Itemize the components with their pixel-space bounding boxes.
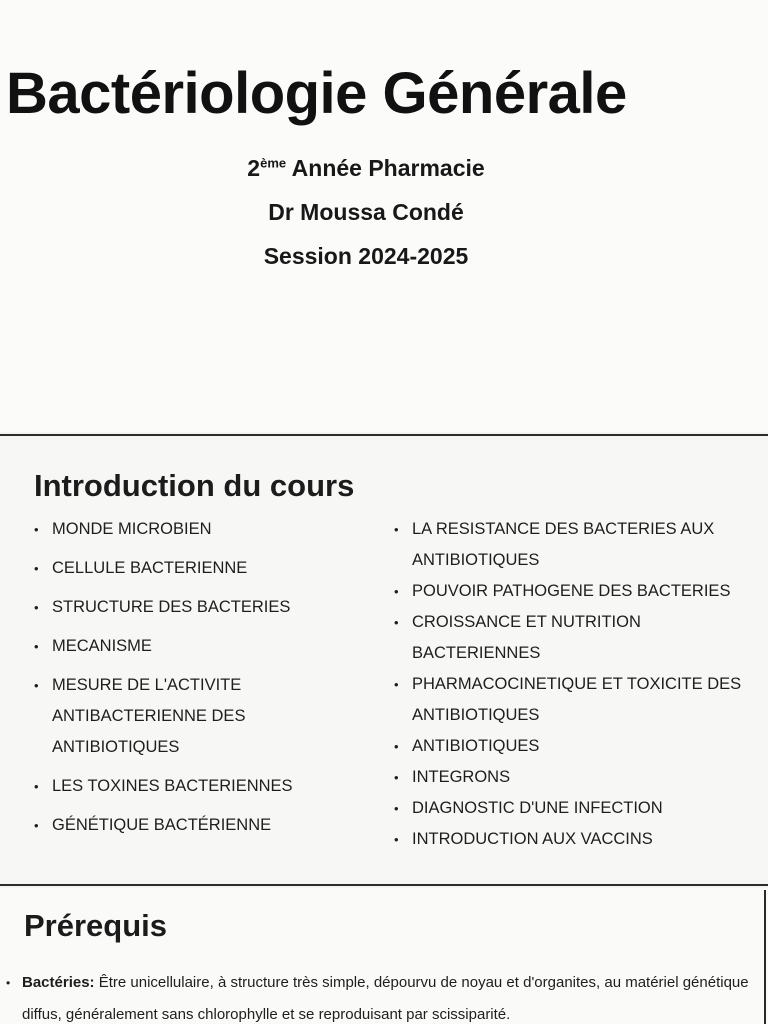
year-number: 2 [247, 155, 261, 181]
bullet-icon: • [34, 818, 39, 833]
course-session: Session 2024-2025 [263, 243, 469, 269]
bullet-icon: • [34, 561, 39, 576]
list-item: • INTRODUCTION AUX VACCINS [394, 824, 766, 855]
bullet-icon: • [394, 770, 399, 785]
prereq-paragraph [6, 967, 762, 1024]
prereq-slide [0, 888, 768, 1024]
course-year [160, 148, 572, 192]
bullet-icon: • [394, 615, 399, 630]
bullet-icon: • [394, 584, 399, 599]
course-author: Dr Moussa Condé [268, 199, 464, 225]
bullet-icon: • [34, 779, 39, 794]
intro-heading: Introduction du cours [34, 468, 355, 503]
list-item: • CELLULE BACTERIENNE [34, 553, 364, 584]
list-item: • CROISSANCE ET NUTRITION BACTERIENNES [394, 607, 766, 669]
prereq-heading: Prérequis [24, 908, 168, 943]
list-item: • STRUCTURE DES BACTERIES [34, 592, 364, 623]
intro-right-list [394, 514, 766, 855]
year-rest: Année Pharmacie [286, 155, 485, 181]
list-item: • MECANISME [34, 631, 364, 662]
prereq-definition: Être unicellulaire, à structure très simple, dépourvu de noyau et d'organites, au matériel génétique diffus, généralement sans chlorophylle et se reproduisant par scissiparité. [22, 974, 749, 1023]
title-slide [0, 0, 768, 432]
year-suffix: ème [260, 155, 287, 171]
list-item: • DIAGNOSTIC D'UNE INFECTION [394, 793, 766, 824]
list-item: • MESURE DE L'ACTIVITE ANTIBACTERIENNE DES ANTIBIOTIQUES [34, 670, 364, 763]
bullet-icon: • [394, 801, 399, 816]
list-item: • GÉNÉTIQUE BACTÉRIENNE [34, 810, 364, 841]
list-item: • INTEGRONS [394, 762, 766, 793]
bullet-icon: • [394, 832, 399, 847]
list-item: • PHARMACOCINETIQUE ET TOXICITE DES ANTIBIOTIQUES [394, 669, 766, 731]
list-item: • LA RESISTANCE DES BACTERIES AUX ANTIBIOTIQUES [394, 514, 766, 576]
prereq-term: Bactéries: [22, 974, 95, 991]
bullet-icon: • [394, 522, 399, 537]
bullet-icon: • [6, 976, 11, 990]
list-item: • MONDE MICROBIEN [34, 514, 364, 545]
bullet-icon: • [34, 600, 39, 615]
bullet-icon: • [34, 678, 39, 693]
intro-slide [0, 440, 768, 880]
slide-border [764, 890, 766, 1024]
course-info [160, 148, 572, 280]
bullet-icon: • [394, 677, 399, 692]
course-title: Bactériologie Générale [6, 61, 627, 126]
list-item: • LES TOXINES BACTERIENNES [34, 771, 364, 802]
bullet-icon: • [34, 639, 39, 654]
bullet-icon: • [34, 522, 39, 537]
list-item: • POUVOIR PATHOGENE DES BACTERIES [394, 576, 766, 607]
slide-divider [0, 884, 768, 886]
slide-divider [0, 434, 768, 436]
list-item: • ANTIBIOTIQUES [394, 731, 766, 762]
intro-left-list [34, 514, 364, 841]
bullet-icon: • [394, 739, 399, 754]
